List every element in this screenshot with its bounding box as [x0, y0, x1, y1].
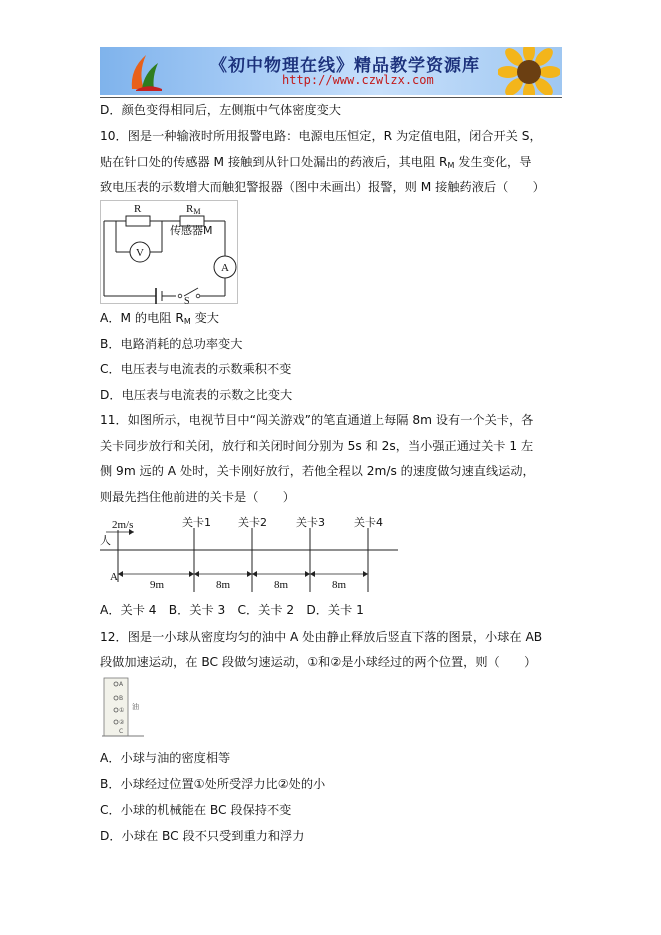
label-resistor-rm: RM: [186, 203, 201, 216]
label-distance-1: 9m: [150, 579, 165, 591]
label-oil-c: C: [119, 728, 124, 735]
label-gate-4: 关卡4: [354, 516, 383, 529]
q10-stem-line1: 10．图是一种输液时所用报警电路：电源电压恒定，R 为定值电阻，闭合开关 S，: [100, 129, 542, 143]
label-resistor-r: R: [134, 203, 142, 215]
q10-stem-line2: 贴在针口处的传感器 M 接触到从针口处漏出的药液后，其电阻 $R_M$ 发生变化，导: [100, 155, 532, 170]
banner-url: http://www.czwlzx.com: [282, 73, 434, 87]
label-gate-2: 关卡2: [238, 516, 267, 529]
banner-title: 《初中物理在线》精品教学资源库: [210, 56, 480, 76]
sunflower-icon: [498, 47, 560, 95]
gate-track-diagram: [100, 514, 400, 598]
q11-stem-line1: 11．如图所示，电视节目中“闯关游戏”的笔直通道上每隔 8m 设有一个关卡，各: [100, 413, 534, 427]
label-speed: 2m/s: [112, 519, 134, 531]
q12-stem-line1: 12．图是一小球从密度均匀的油中 A 处由静止释放后竖直下落的图景，小球在 AB: [100, 630, 543, 644]
oil-cylinder-diagram: [100, 676, 146, 740]
q11-stem-line2: 关卡同步放行和关闭，放行和关闭时间分别为 5s 和 2s，当小强正通过关卡 1 左: [100, 439, 534, 453]
header-rule: [100, 97, 562, 98]
label-oil-a: A: [119, 681, 124, 688]
label-oil-2: ②: [119, 719, 125, 726]
q12-option-d: D．小球在 BC 段不只受到重力和浮力: [100, 829, 305, 843]
q12-option-a: A．小球与油的密度相等: [100, 751, 231, 765]
header-banner: [100, 47, 562, 95]
q11-options: A．关卡 4 B．关卡 3 C．关卡 2 D．关卡 1: [100, 603, 364, 617]
q10-option-b: B．电路消耗的总功率变大: [100, 337, 243, 351]
label-distance-2: 8m: [216, 579, 231, 591]
q12-option-b: B．小球经过位置①处所受浮力比②处的小: [100, 777, 326, 791]
label-gate-1: 关卡1: [182, 516, 211, 529]
label-sensor-m: 传感器M: [170, 224, 213, 237]
q11-stem-line4: 则最先挡住他前进的关卡是（ ）: [100, 490, 295, 504]
label-oil-b: B: [119, 695, 124, 702]
label-gate-3: 关卡3: [296, 516, 325, 529]
label-distance-4: 8m: [332, 579, 347, 591]
label-oil: 油: [132, 703, 139, 711]
q12-stem-line2: 段做加速运动，在 BC 段做匀速运动，①和②是小球经过的两个位置，则（ ）: [100, 655, 537, 669]
label-switch-s: S: [184, 296, 190, 304]
site-logo-icon: [124, 49, 168, 93]
label-point-a: A: [110, 571, 118, 583]
alarm-circuit-diagram: [100, 200, 238, 304]
q10-stem-line3: 致电压表的示数增大而触犯警报器（图中未画出）报警，则 M 接触药液后（ ）: [100, 180, 545, 194]
q10-option-d: D．电压表与电流表的示数之比变大: [100, 388, 293, 402]
label-distance-3: 8m: [274, 579, 289, 591]
q9-option-d: D．颜色变得相同后，左侧瓶中气体密度变大: [100, 103, 341, 117]
label-person: 人: [100, 534, 111, 547]
q10-option-c: C．电压表与电流表的示数乘积不变: [100, 362, 292, 376]
voltmeter-icon: V: [136, 247, 144, 259]
q11-stem-line3: 侧 9m 远的 A 处时，关卡刚好放行，若他全程以 2m/s 的速度做匀速直线运动，: [100, 464, 535, 478]
q10-option-a: A．M 的电阻 $R_M$ 变大: [100, 311, 219, 326]
ammeter-icon: A: [221, 262, 229, 274]
q12-option-c: C．小球的机械能在 BC 段保持不变: [100, 803, 292, 817]
label-oil-1: ①: [119, 707, 125, 714]
